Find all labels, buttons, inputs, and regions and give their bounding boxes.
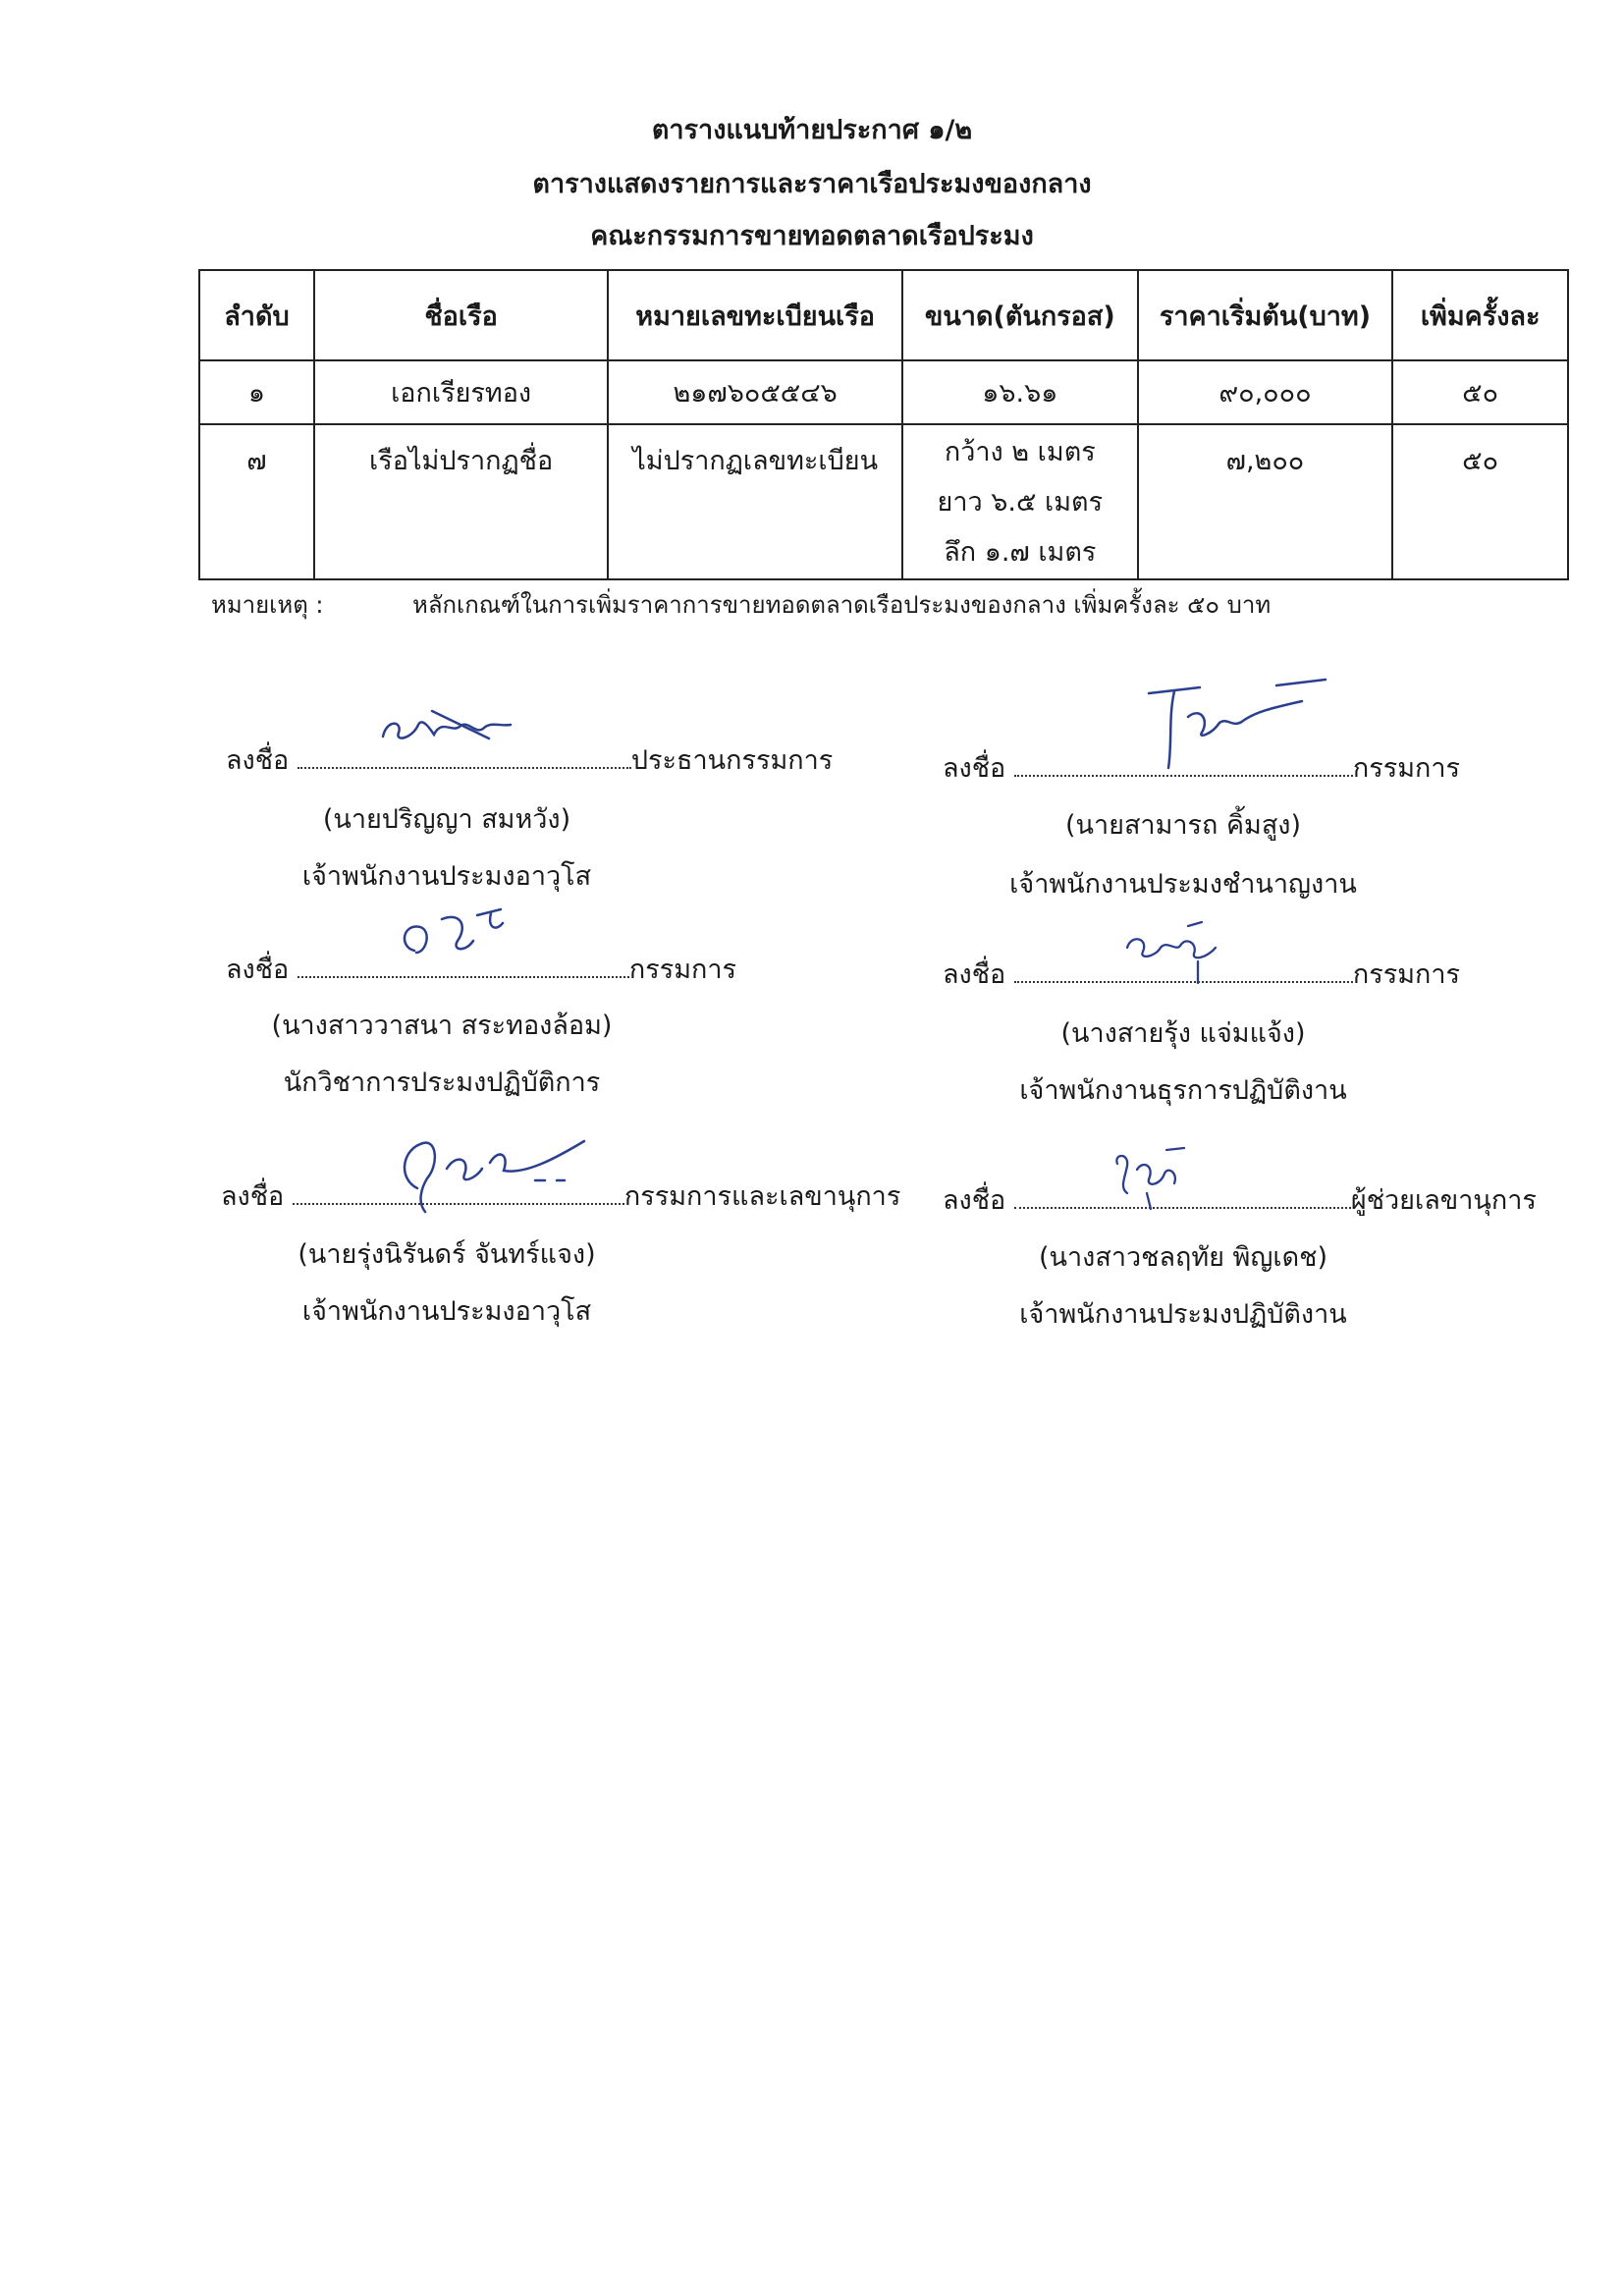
document-title: ตารางแนบท้ายประกาศ ๑/๒ [651, 115, 973, 145]
cell-registration: ไม่ปรากฏเลขทะเบียน [608, 424, 902, 579]
signer-role: ผู้ช่วยเลขานุการ [1350, 1185, 1537, 1216]
signer-position: เจ้าพนักงานประมงชำนาญงาน [1009, 869, 1357, 900]
size-depth: ลึก ๑.๗ เมตร [944, 537, 1097, 568]
column-header-size: ขนาด(ตันกรอส) [902, 270, 1138, 360]
column-header-increment: เพิ่มครั้งละ [1392, 270, 1568, 360]
note-label: หมายเหตุ : [211, 591, 324, 619]
table-header-row [199, 270, 1568, 360]
signer-position: เจ้าพนักงานธุรการปฏิบัติงาน [1019, 1075, 1347, 1106]
boat-price-table [198, 269, 1569, 580]
signer-role: กรรมการ [628, 955, 737, 985]
handwritten-signature-1 [373, 699, 520, 754]
signer-position: นักวิชาการประมงปฏิบัติการ [283, 1067, 601, 1098]
signer-role: กรรมการและเลขานุการ [623, 1181, 901, 1212]
cell-boat-name: เรือไม่ปรากฏชื่อ [314, 424, 608, 579]
signer-name: (นายรุ่งนิรันดร์ จันทร์แจง) [298, 1239, 596, 1270]
sign-label: ลงชื่อ [221, 1181, 285, 1212]
size-width: กว้าง ๒ เมตร [944, 437, 1096, 467]
signer-position: เจ้าพนักงานประมงอาวุโส [301, 861, 592, 892]
sign-label: ลงชื่อ [943, 1185, 1006, 1216]
column-header-registration: หมายเลขทะเบียนเรือ [608, 270, 902, 360]
sign-label: ลงชื่อ [943, 753, 1006, 784]
signer-role: กรรมการ [1352, 959, 1461, 990]
document-subtitle: ตารางแสดงรายการและราคาเรือประมงของกลาง [532, 169, 1092, 199]
column-header-price: ราคาเริ่มต้น(บาท) [1138, 270, 1393, 360]
column-header-no: ลำดับ [199, 270, 314, 360]
cell-no: ๑ [199, 360, 314, 424]
cell-registration: ๒๑๗๖๐๕๕๔๖ [608, 360, 902, 424]
sign-label: ลงชื่อ [226, 955, 290, 985]
handwritten-signature-6 [1108, 1144, 1206, 1213]
cell-boat-name: เอกเรียรทอง [314, 360, 608, 424]
cell-increment: ๕๐ [1392, 360, 1568, 424]
handwritten-signature-2 [393, 902, 520, 966]
cell-price: ๗,๒๐๐ [1138, 424, 1393, 579]
committee-name: คณะกรรมการขายทอดตลาดเรือประมง [590, 221, 1034, 251]
sign-label: ลงชื่อ [226, 745, 290, 776]
signature-line-chairman [226, 738, 833, 781]
cell-no: ๗ [199, 424, 314, 579]
size-length: ยาว ๖.๕ เมตร [937, 487, 1104, 518]
note-text: หลักเกณฑ์ในการเพิ่มราคาการขายทอดตลาดเรือประมงของกลาง เพิ่มครั้งละ ๕๐ บาท [412, 591, 1272, 619]
signer-role: ประธานกรรมการ [630, 745, 834, 776]
signer-name: (นายปริญญา สมหวัง) [322, 804, 571, 835]
signature-line-assistant-secretary [943, 1178, 1537, 1221]
handwritten-signature-4 [1129, 678, 1335, 776]
cell-price: ๙๐,๐๐๐ [1138, 360, 1393, 424]
signer-name: (นางสาวชลฤทัย พิญเดช) [1039, 1242, 1327, 1273]
cell-size [902, 424, 1138, 579]
table-row [199, 360, 1568, 424]
column-header-name: ชื่อเรือ [314, 270, 608, 360]
signer-name: (นางสายรุ้ง แจ่มแจ้ง) [1060, 1018, 1306, 1049]
signer-position: เจ้าพนักงานประมงปฏิบัติงาน [1019, 1299, 1347, 1330]
signer-role: กรรมการ [1352, 753, 1461, 784]
handwritten-signature-5 [1119, 918, 1227, 987]
signer-position: เจ้าพนักงานประมงอาวุโส [301, 1296, 592, 1327]
table-row [199, 424, 1568, 579]
signer-name: (นายสามารถ คิ้มสูง) [1064, 810, 1302, 841]
signer-name: (นางสาววาสนา สระทองล้อม) [271, 1011, 613, 1041]
sign-label: ลงชื่อ [943, 959, 1006, 990]
cell-increment: ๕๐ [1392, 424, 1568, 579]
cell-size: ๑๖.๖๑ [902, 360, 1138, 424]
handwritten-signature-3 [388, 1120, 594, 1218]
